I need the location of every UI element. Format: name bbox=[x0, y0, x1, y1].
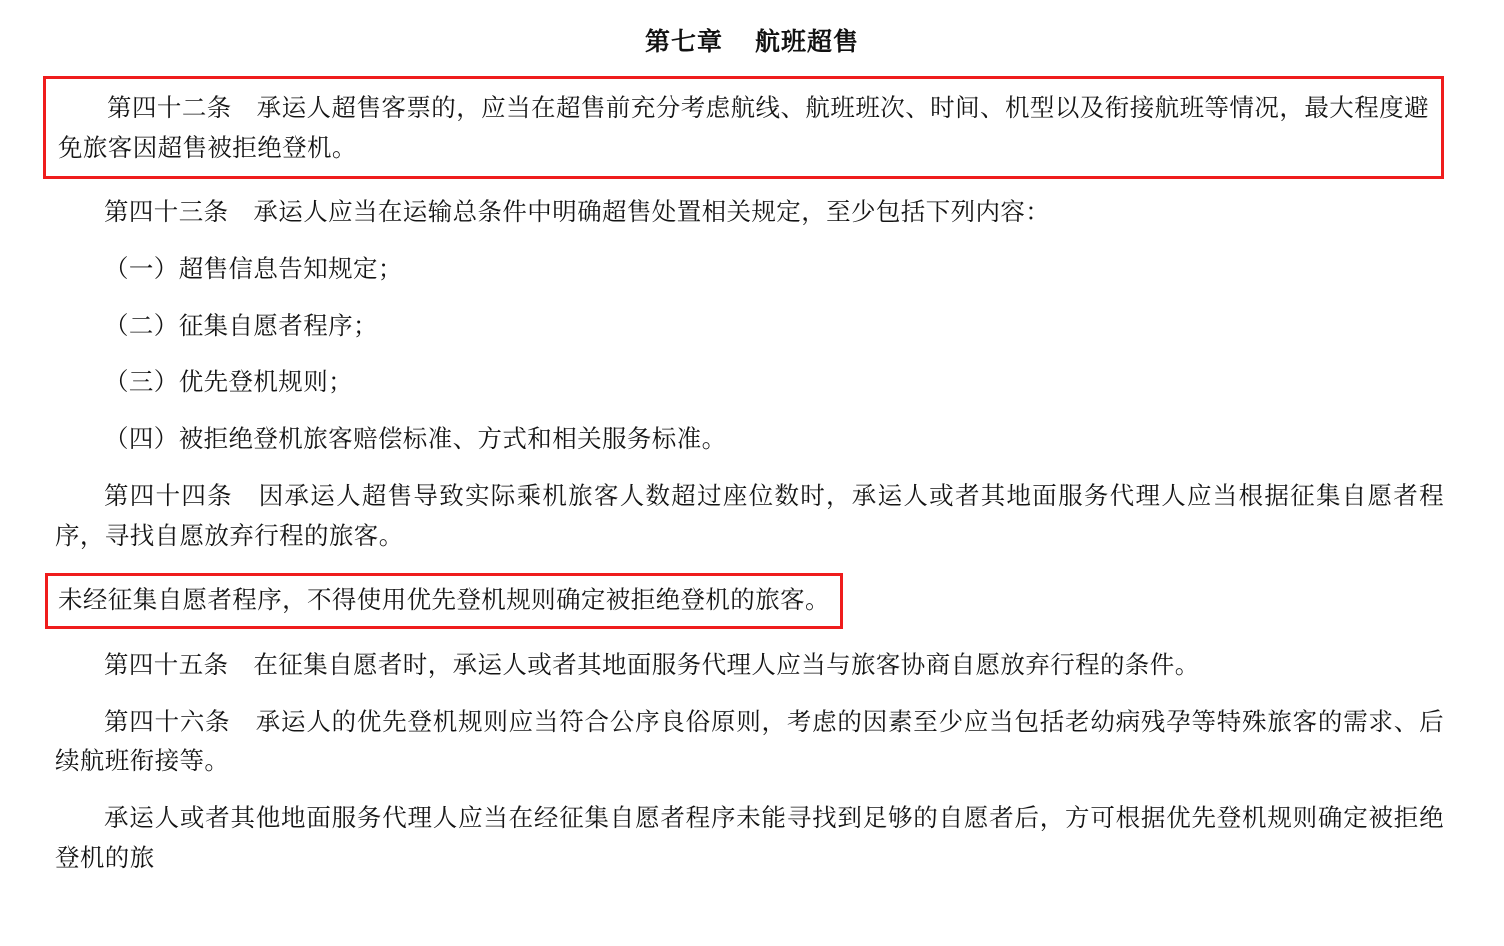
document-body bbox=[0, 76, 1504, 878]
document-page bbox=[0, 12, 1504, 946]
paragraph-article-42: 第四十二条 承运人超售客票的，应当在超售前充分考虑航线、航班班次、时间、机型以及衔接航班等情况，最大程度避免旅客因超售被拒绝登机。 bbox=[58, 95, 1429, 162]
paragraph-article-44: 第四十四条 因承运人超售导致实际乘机旅客人数超过座位数时，承运人或者其地面服务代理人应当根据征集自愿者程序，寻找自愿放弃行程的旅客。 bbox=[55, 482, 1444, 550]
paragraph-article-45: 第四十五条 在征集自愿者时，承运人或者其地面服务代理人应当与旅客协商自愿放弃行程的条件。 bbox=[104, 651, 1200, 679]
paragraph-article-43: 第四十三条 承运人应当在运输总条件中明确超售处置相关规定，至少包括下列内容： bbox=[104, 199, 1051, 227]
paragraph-article-43-item-1: （一）超售信息告知规定； bbox=[104, 256, 403, 284]
chapter-number: 第七章 bbox=[644, 29, 723, 56]
highlight-box-article-44-para-2: 未经征集自愿者程序，不得使用优先登机规则确定被拒绝登机的旅客。 bbox=[45, 573, 843, 629]
highlight-box-article-42 bbox=[43, 76, 1444, 179]
paragraph-article-43-item-4: （四）被拒绝登机旅客赔偿标准、方式和相关服务标准。 bbox=[104, 426, 727, 454]
chapter-name: 航班超售 bbox=[755, 29, 860, 56]
paragraph-article-43-item-2: （二）征集自愿者程序； bbox=[104, 312, 378, 340]
chapter-heading bbox=[0, 12, 1504, 58]
paragraph-article-46: 第四十六条 承运人的优先登机规则应当符合公序良俗原则，考虑的因素至少应当包括老幼病残孕等特殊旅客的需求、后续航班衔接等。 bbox=[55, 708, 1444, 776]
paragraph-article-43-item-3: （三）优先登机规则； bbox=[104, 369, 353, 397]
paragraph-article-44-para-2-wrapper bbox=[55, 573, 1444, 629]
paragraph-article-46-para-2: 承运人或者其他地面服务代理人应当在经征集自愿者程序未能寻找到足够的自愿者后，方可根据优先登机规则确定被拒绝登机的旅 bbox=[55, 804, 1444, 872]
